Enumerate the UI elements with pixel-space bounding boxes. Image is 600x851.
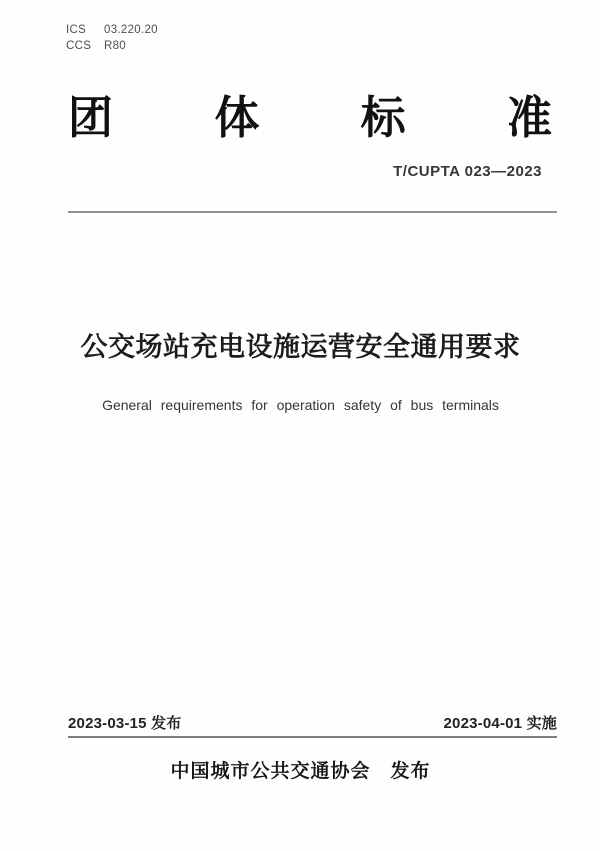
top-rule — [68, 211, 557, 213]
doc-type-char: 团 — [68, 93, 114, 143]
dates-row — [68, 712, 557, 733]
doc-type-char: 体 — [214, 93, 260, 143]
publisher-line: 中国城市公共交通协会 发布 — [170, 761, 431, 782]
standard-title-english: General requirements for operation safety of bus terminals — [102, 397, 499, 413]
doc-type-char: 准 — [506, 93, 552, 143]
doc-type-char: 标 — [360, 93, 406, 143]
classification-block — [66, 22, 158, 54]
issue-date: 2023-03-15 发布 — [68, 715, 182, 732]
ics-label: ICS — [66, 24, 87, 36]
ccs-row — [66, 38, 158, 54]
bottom-rule — [68, 736, 557, 738]
document-type-title — [68, 88, 552, 148]
ics-value: 03.220.20 — [104, 24, 158, 36]
ccs-value: R80 — [104, 40, 126, 52]
ccs-label: CCS — [66, 40, 92, 52]
implement-date: 2023-04-01 实施 — [443, 715, 557, 732]
standard-title-chinese: 公交场站充电设施运营安全通用要求 — [80, 332, 521, 362]
ics-row — [66, 22, 158, 38]
standard-number: T/CUPTA 023—2023 — [393, 163, 542, 180]
